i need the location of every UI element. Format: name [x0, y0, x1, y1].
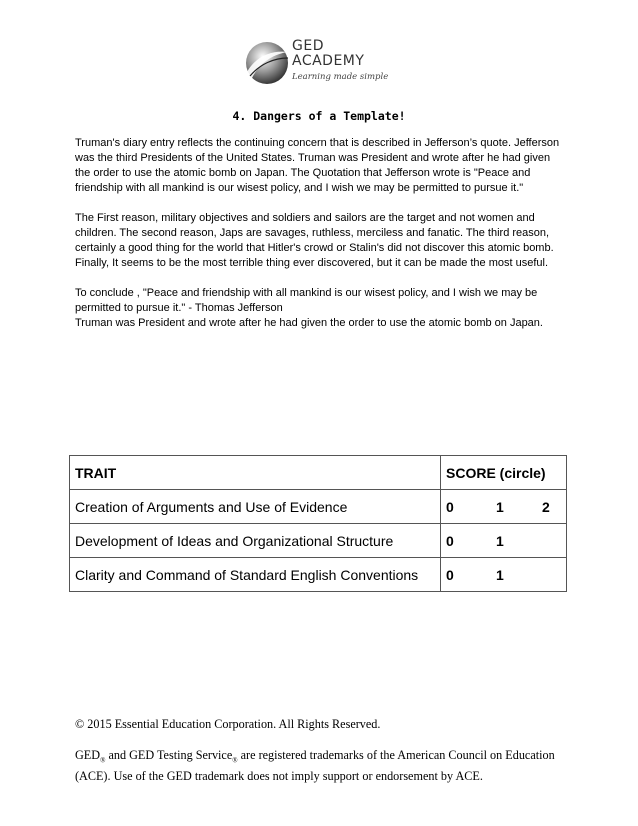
table-row	[70, 524, 567, 558]
table-row	[70, 558, 567, 592]
score-option[interactable]: 1	[496, 532, 504, 549]
trademark-text: are registered trademarks of the American Council on Education (ACE). Use of the GED trademark does not imply support or endorsement by ACE.	[75, 748, 555, 784]
score-cell	[441, 558, 567, 592]
trademark-text: and GED Testing Service	[105, 748, 233, 762]
essay-paragraph: Truman was President and wrote after he had given the order to use the atomic bomb on Japan.	[75, 317, 543, 329]
scoring-rubric-table	[69, 455, 567, 592]
trademark-text: GED	[75, 748, 101, 762]
essay-body	[75, 136, 567, 331]
essay-paragraph: The First reason, military objectives and soldiers and sailors are the target and not women and children. The second reason, Japs are savages, ruthless, merciless and fanatic. The third reason, certainly a good thing for the world that Hitler's crowd or Stalin's did not discover this atomic bomb. Finally, It seems to be the most terrible thing ever discovered, but it can be made the most useful.	[75, 212, 554, 269]
logo-line2: ACADEMY	[292, 53, 365, 69]
score-header: SCORE (circle)	[441, 456, 567, 490]
score-option[interactable]: 1	[496, 498, 504, 515]
trait-cell: Creation of Arguments and Use of Evidence	[70, 490, 441, 524]
registered-mark: ®	[100, 756, 106, 765]
trait-cell: Clarity and Command of Standard English Conventions	[70, 558, 441, 592]
trait-cell: Development of Ideas and Organizational Structure	[70, 524, 441, 558]
essay-paragraph: To conclude , "Peace and friendship with all mankind is our wisest policy, and I wish we may be permitted to pursue it." - Thomas Jefferson	[75, 287, 538, 314]
essay-paragraph: Truman's diary entry reflects the continuing concern that is described in Jefferson’s quote. Jefferson was the third Presidents of the United States. Truman was President and wrote after he had given the order to use the atomic bomb on Japan. The Quotation that Jefferson wrote is "Peace and friendship with all mankind is our wisest policy, and I wish we may be permitted to pursue it."	[75, 137, 560, 194]
score-option[interactable]: 0	[446, 566, 454, 583]
registered-mark: ®	[232, 756, 238, 765]
copyright-notice: © 2015 Essential Education Corporation. All Rights Reserved.	[75, 717, 381, 731]
table-row	[70, 490, 567, 524]
logo-tagline: Learning made simple	[292, 72, 389, 82]
essay-title: 4. Dangers of a Template!	[232, 109, 406, 123]
score-option[interactable]: 0	[446, 532, 454, 549]
score-option[interactable]: 1	[496, 566, 504, 583]
globe-swoosh-icon	[244, 36, 290, 90]
score-cell	[441, 524, 567, 558]
trademark-notice	[75, 747, 575, 784]
score-option[interactable]: 0	[446, 498, 454, 515]
page-footer	[75, 716, 575, 799]
ged-academy-logo	[244, 36, 404, 90]
logo-line1: GED	[292, 38, 324, 54]
score-cell	[441, 490, 567, 524]
trait-header: TRAIT	[70, 456, 441, 490]
table-header-row	[70, 456, 567, 490]
score-option[interactable]: 2	[542, 498, 550, 515]
